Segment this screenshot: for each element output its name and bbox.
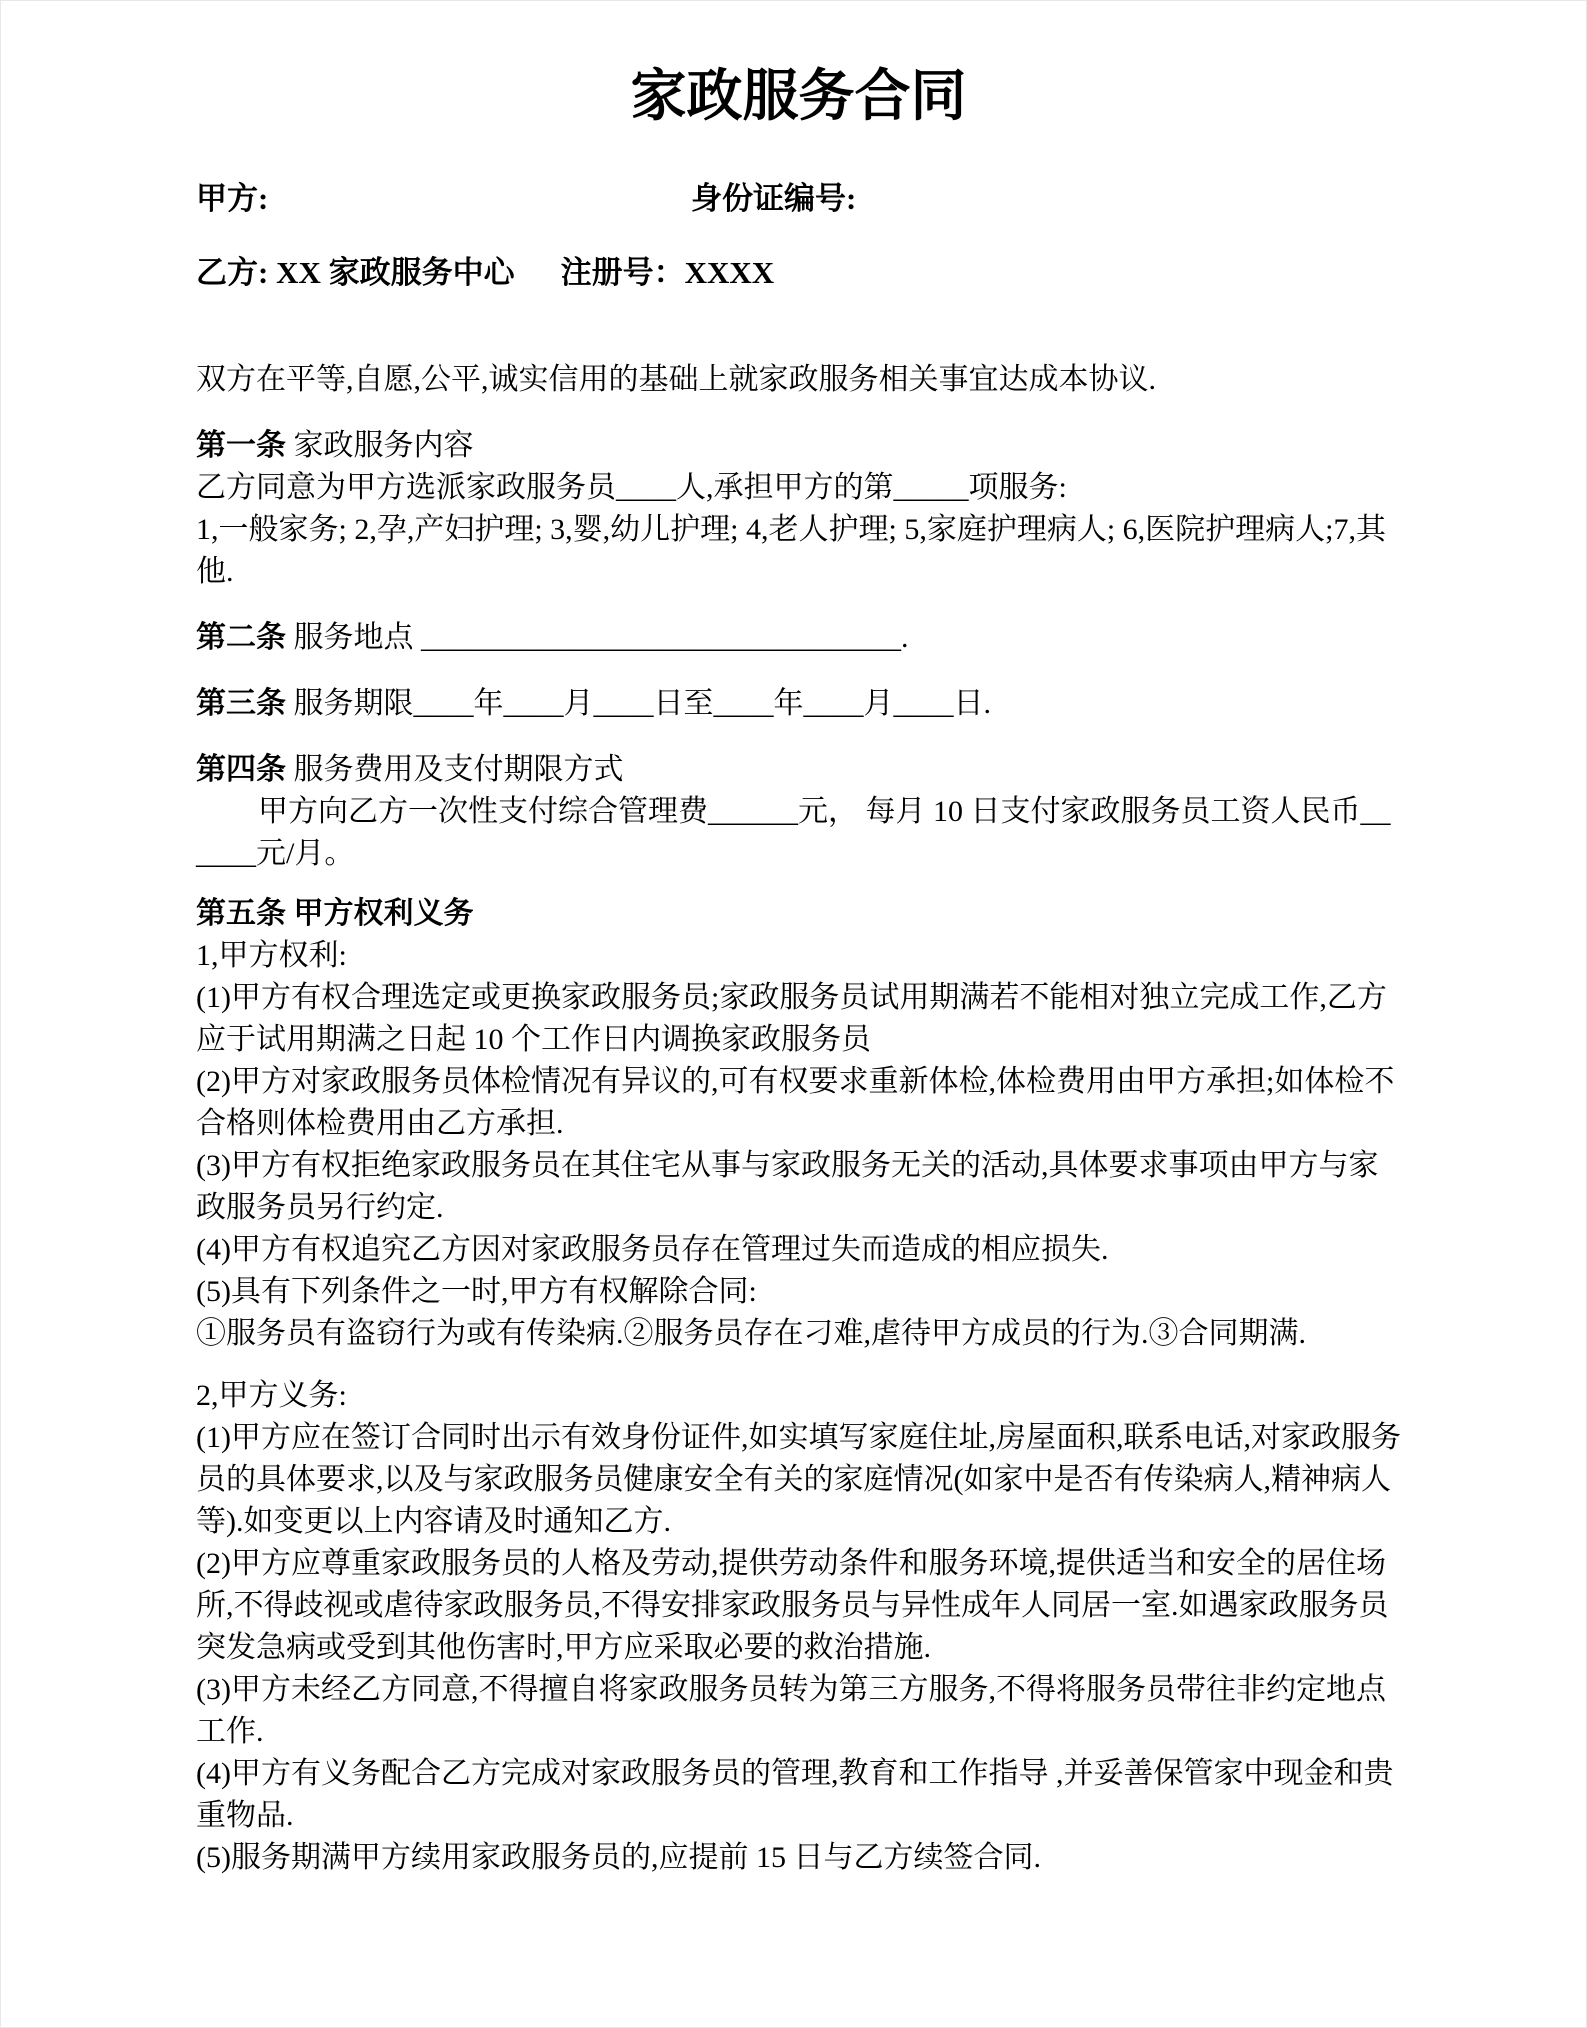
- article1-paragraph-2: 1,一般家务; 2,孕,产妇护理; 3,婴,幼儿护理; 4,老人护理; 5,家庭护理病人; 6,医院护理病人;7,其他.: [196, 513, 1387, 588]
- party-a-row: [196, 177, 1401, 221]
- party-a-label: 甲方:: [196, 181, 269, 216]
- article2-heading: [196, 617, 1401, 659]
- duty-clause-5: (5)服务期满甲方续用家政服务员的,应提前 15 日与乙方续签合同.: [196, 1841, 1041, 1874]
- duty-clause-3: (3)甲方未经乙方同意,不得擅自将家政服务员转为第三方服务,不得将服务员带往非约定地点工作.: [196, 1673, 1386, 1748]
- party-a-id-label: 身份证编号:: [691, 181, 857, 216]
- article1-title: 家政服务内容: [293, 429, 474, 462]
- article3-heading: [196, 683, 1401, 725]
- article5-title: 甲方权利义务: [293, 897, 474, 930]
- article2-number: 第二条: [196, 621, 286, 654]
- contract-content: [1, 1, 1586, 1919]
- article2-title: 服务地点: [293, 621, 414, 654]
- article5-heading: [196, 893, 1401, 935]
- article3-title: 服务期限____年____月____日至____年____月____日.: [293, 687, 991, 720]
- right-clause-3: (3)甲方有权拒绝家政服务员在其住宅从事与家政服务无关的活动,具体要求事项由甲方与家政服务员另行约定.: [196, 1149, 1379, 1224]
- party-b-row: [196, 251, 1401, 295]
- article5-number: 第五条: [196, 897, 286, 930]
- article1-paragraph-1: 乙方同意为甲方选派家政服务员____人,承担甲方的第_____项服务:: [196, 471, 1067, 504]
- article1-number: 第一条: [196, 429, 286, 462]
- article3-number: 第三条: [196, 687, 286, 720]
- right-clause-4: (4)甲方有权追究乙方因对家政服务员存在管理过失而造成的相应损失.: [196, 1233, 1109, 1266]
- party-b-label: 乙方: XX 家政服务中心: [196, 255, 515, 290]
- duty-clause-1: (1)甲方应在签订合同时出示有效身份证件,如实填写家庭住址,房屋面积,联系电话,对家政服务员的具体要求,以及与家政服务员健康安全有关的家庭情况(如家中是否有传染病人,精神病人等).如变更以上内容请及时通知乙方.: [196, 1421, 1401, 1538]
- intro-paragraph: 双方在平等,自愿,公平,诚实信用的基础上就家政服务相关事宜达成本协议.: [196, 363, 1156, 396]
- party-b-registration-label: 注册号：XXXX: [560, 255, 775, 290]
- duty-clause-4: (4)甲方有义务配合乙方完成对家政服务员的管理,教育和工作指导 ,并妥善保管家中现金和贵重物品.: [196, 1757, 1394, 1832]
- article4-number: 第四条: [196, 753, 286, 786]
- article2-blank-line: ________________________________.: [421, 621, 909, 654]
- right-clause-1: (1)甲方有权合理选定或更换家政服务员;家政服务员试用期满若不能相对独立完成工作,乙方应于试用期满之日起 10 个工作日内调换家政服务员: [196, 981, 1387, 1056]
- right-clause-5: (5)具有下列条件之一时,甲方有权解除合同:: [196, 1275, 757, 1308]
- right-termination-items: ①服务员有盗窃行为或有传染病.②服务员存在刁难,虐待甲方成员的行为.③合同期满.: [196, 1317, 1306, 1350]
- article4-paragraph: 甲方向乙方一次性支付综合管理费______元， 每月 10 日支付家政服务员工资人民币______元/月。: [196, 795, 1391, 870]
- party-a-rights-title: 1,甲方权利:: [196, 939, 347, 972]
- party-a-duties-title: 2,甲方义务:: [196, 1379, 347, 1412]
- duty-clause-2: (2)甲方应尊重家政服务员的人格及劳动,提供劳动条件和服务环境,提供适当和安全的居住场所,不得歧视或虐待家政服务员,不得安排家政服务员与异性成年人同居一室.如遇家政服务员突发急病或受到其他伤害时,甲方应采取必要的救治措施.: [196, 1547, 1389, 1664]
- document-title: 家政服务合同: [630, 66, 967, 128]
- article4-heading: [196, 749, 1401, 791]
- article1-heading: [196, 425, 1401, 467]
- right-clause-2: (2)甲方对家政服务员体检情况有异议的,可有权要求重新体检,体检费用由甲方承担;如体检不合格则体检费用由乙方承担.: [196, 1065, 1395, 1140]
- article4-title: 服务费用及支付期限方式: [293, 753, 624, 786]
